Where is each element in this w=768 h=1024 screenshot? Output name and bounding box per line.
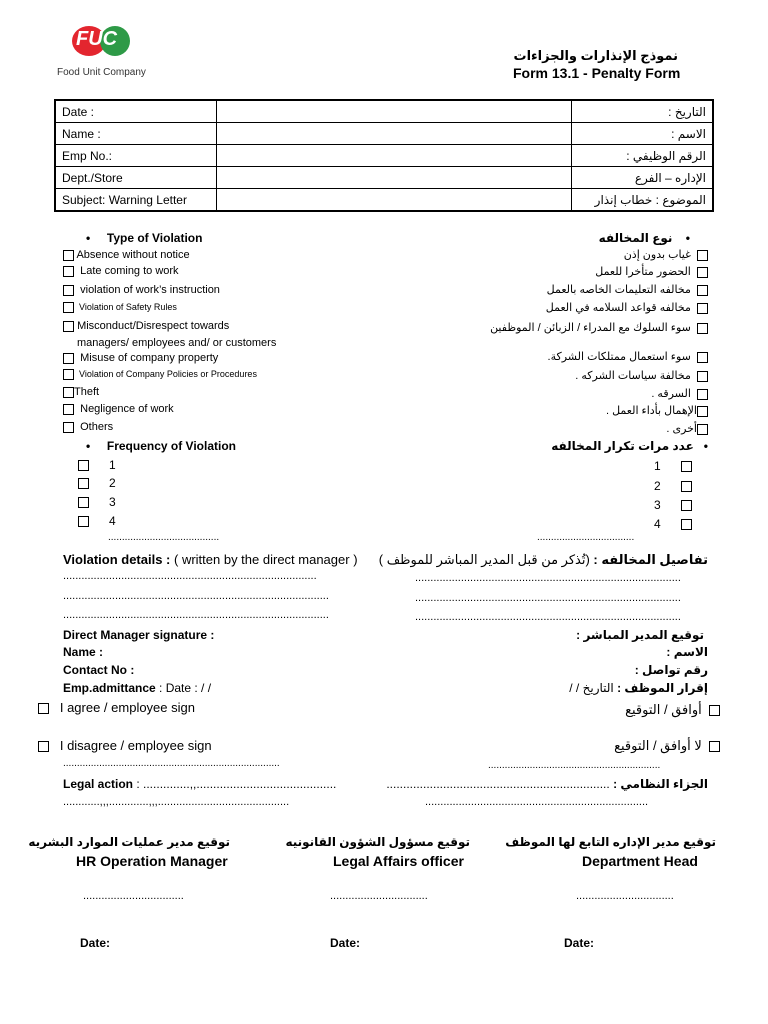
frequency-heading [86,439,236,453]
hr-signature-line[interactable]: ................................. [83,890,184,902]
violation-item-label: violation of work’s instruction [80,284,220,296]
violation-item[interactable] [63,369,257,380]
disagree-label-ar: لا أوافق / التوقيع [614,738,702,753]
manager-contact-label-ar: رقم تواصل : [634,663,708,677]
violation-item[interactable] [63,249,190,261]
checkbox[interactable] [697,285,708,296]
violation-item-ar-label: مخالفه قواعد السلامه في العمل [545,302,691,314]
violation-type-heading-text: Type of Violation [106,231,203,245]
frequency-option[interactable] [78,458,116,472]
checkbox[interactable] [63,369,74,380]
violation-item-ar[interactable] [606,404,708,417]
checkbox[interactable] [681,519,692,530]
checkbox[interactable] [63,422,74,433]
header-label-date: Date : [55,100,217,123]
admittance-label-bold: Emp.admittance [63,681,156,695]
dept-head-date-label: Date: [564,936,595,950]
header-label-dept-ar: الإداره – الفرع [572,167,714,189]
violation-item-ar[interactable] [548,350,708,363]
legal-signature-title: Legal Affairs officer [333,853,464,869]
checkbox[interactable] [681,481,692,492]
legal-action-label: Legal action [63,777,134,791]
checkbox[interactable] [697,323,708,334]
checkbox[interactable] [697,267,708,278]
form-title-english: Form 13.1 - Penalty Form [513,65,681,81]
legal-action-label-ar: الجزاء النظامي : [613,777,708,791]
agree-option-ar[interactable] [625,702,720,718]
violation-item[interactable] [63,386,99,398]
frequency-option-label: 3 [109,495,116,509]
header-label-emp-no: Emp No.: [55,145,217,167]
frequency-option-ar[interactable] [654,498,692,512]
frequency-option-label: 1 [109,458,116,472]
frequency-option-label: 4 [109,514,116,528]
violation-item-continuation: managers/ employees and/ or customers [77,337,277,349]
form-title-arabic: نموذج الإنذارات والجزاءات [513,48,678,63]
bullet-icon: • [86,231,91,245]
violation-item[interactable] [63,352,218,364]
checkbox[interactable] [697,371,708,382]
details-line-ar[interactable]: ....................................................................................... [415,611,681,623]
frequency-heading-ar [551,439,708,453]
checkbox[interactable] [63,266,74,277]
legal-signature-title-ar: توقيع مسؤول الشؤون القانونيه [285,835,470,849]
checkbox[interactable] [697,389,708,400]
header-row-subject [55,189,713,212]
checkbox[interactable] [63,321,74,332]
header-label-emp-no-ar: الرقم الوظيفي : [572,145,714,167]
violation-type-heading-ar-text: نوع المخالفه [598,231,673,245]
violation-item-ar[interactable] [490,321,708,334]
violation-item-ar[interactable] [546,301,708,314]
checkbox[interactable] [697,352,708,363]
agree-label: I agree / employee sign [59,700,195,715]
date-field[interactable] [217,100,572,123]
header-row-name [55,123,713,145]
frequency-option[interactable] [78,495,116,509]
violation-item-ar-label: أخرى . [666,423,697,435]
checkbox[interactable] [697,250,708,261]
admittance-label-rest: : Date : / / [155,681,212,695]
disagree-option-ar[interactable] [614,738,720,754]
hr-signature-title: HR Operation Manager [76,853,228,869]
violation-item-label: Violation of Safety Rules [79,302,177,312]
legal-action-line[interactable]: ............,,,.............,,,........................................... [63,796,290,808]
checkbox[interactable] [697,406,708,417]
violation-item-label: Late coming to work [80,265,179,277]
details-line[interactable]: ................................................................................... [63,570,317,582]
emp-no-field[interactable] [217,145,572,167]
details-label-rest: ( written by the direct manager ) [170,552,358,567]
legal-date-label: Date: [330,936,361,950]
agree-option[interactable] [38,700,195,715]
header-row-dept [55,167,713,189]
violation-item[interactable] [63,302,177,313]
hr-date-label: Date: [80,936,111,950]
violation-item-ar[interactable] [624,248,708,261]
violation-item-label: Misuse of company property [80,352,219,364]
frequency-heading-ar-text: عدد مرات تكرار المخالفه [551,439,694,453]
employee-sign-line-ar[interactable]: .............................................................. [488,760,661,771]
name-field[interactable] [217,123,572,145]
hr-signature-title-ar: توقيع مدير عمليات الموارد البشريه [28,835,230,849]
violation-item[interactable] [63,320,229,332]
details-line-ar[interactable]: ....................................................................................... [415,592,681,604]
disagree-label: I disagree / employee sign [59,738,212,753]
manager-contact-label: Contact No : [63,663,135,677]
dept-field[interactable] [217,167,572,189]
checkbox[interactable] [63,250,74,261]
legal-signature-line[interactable]: ................................ [330,890,428,902]
admittance-label-ar [569,681,708,695]
dept-head-signature-title-ar: توقيع مدير الإداره التابع لها الموظف [505,835,716,849]
violation-item-ar-label: مخالفه التعليمات الخاصه بالعمل [546,284,691,296]
violation-item-ar[interactable] [595,265,708,278]
frequency-option[interactable] [78,514,116,528]
violation-type-heading-ar [599,231,690,245]
details-label-ar-rest: (تُذكر من قبل المدير المباشر للموظف ) [378,552,594,567]
dept-head-signature-title: Department Head [582,853,698,869]
disagree-option[interactable] [38,738,212,753]
admittance-label-ar-bold: إقرار الموظف : [617,681,708,695]
employee-sign-line[interactable]: .............................................................................. [63,758,280,769]
violation-item-ar-label: سوء استعمال ممتلكات الشركة. [547,351,691,363]
header-label-subject: Subject: Warning Letter [55,189,217,212]
header-label-name-ar: الاسم : [572,123,714,145]
bullet-icon: • [703,439,708,453]
subject-field[interactable] [217,189,572,212]
frequency-option-label: 2 [109,476,116,490]
header-label-date-ar: التاريخ : [572,100,714,123]
checkbox[interactable] [78,478,89,489]
violation-type-heading [86,231,202,245]
checkbox[interactable] [38,703,49,714]
violation-item-ar-label: غياب بدون إذن [623,249,691,261]
checkbox[interactable] [63,387,74,398]
checkbox[interactable] [78,460,89,471]
violation-item-ar[interactable] [547,283,708,296]
checkbox[interactable] [697,303,708,314]
bullet-icon: • [685,231,690,245]
header-row-date [55,100,713,123]
header-label-dept: Dept./Store [55,167,217,189]
frequency-option-ar-label: 2 [654,479,661,493]
header-row-emp-no [55,145,713,167]
violation-item-label: Others [80,421,114,433]
frequency-heading-text: Frequency of Violation [106,439,237,453]
violation-item[interactable] [63,421,113,433]
violation-item-label: Theft [74,386,100,398]
frequency-option-ar-label: 3 [654,498,661,512]
legal-action-line[interactable]: : ..............,,.......................................... [133,777,337,791]
legal-action-line-ar[interactable]: ................................................................... [386,777,610,791]
manager-signature-label-ar: توقيع المدير المباشر : [576,628,704,642]
header-label-subject-ar: الموضوع : خطاب إنذار [572,189,714,212]
checkbox[interactable] [78,497,89,508]
checkbox[interactable] [63,302,74,313]
dept-head-signature-line[interactable]: ................................ [576,890,674,902]
frequency-option-ar[interactable] [654,517,692,531]
admittance-label [63,681,211,695]
violation-item-label: Absence without notice [76,249,190,261]
frequency-option-ar-label: 4 [654,517,661,531]
header-label-name: Name : [55,123,217,145]
violation-item-label: Negligence of work [80,403,174,415]
bullet-icon: • [86,439,91,453]
violation-item[interactable] [63,403,174,415]
frequency-option-ar-label: 1 [654,459,661,473]
legal-action-row-ar [386,777,708,791]
frequency-option[interactable] [78,476,116,490]
checkbox[interactable] [681,500,692,511]
checkbox[interactable] [38,741,49,752]
details-line-ar[interactable]: ....................................................................................... [415,572,681,584]
violation-item-ar-label: مخالفة سياسات الشركه . [575,370,691,382]
details-label-ar-bold: تفاصيل المخالفه : [593,552,708,567]
violation-item-label: Misconduct/Disrespect towards [77,320,230,332]
manager-signature-label: Direct Manager signature : [63,628,215,642]
checkbox[interactable] [63,353,74,364]
manager-name-label: Name : [63,645,104,659]
admittance-label-ar-rest: التاريخ / / [569,681,618,695]
agree-label-ar: أوافق / التوقيع [625,702,702,717]
legal-action-line-ar[interactable]: ......................................................................... [425,796,649,808]
violation-item-ar-label: الإهمال بأداء العمل . [605,405,697,417]
violation-item-ar-label: سوء السلوك مع المدراء / الزبائن / الموظفين [490,322,691,334]
legal-action-row [63,777,336,791]
frequency-dots-ar: ................................... [537,532,635,543]
checkbox[interactable] [697,424,708,435]
checkbox[interactable] [709,705,720,716]
violation-item-ar-label: السرقه . [651,388,691,400]
logo-abbr: FUC [76,28,118,50]
violation-item-ar[interactable] [575,369,708,382]
details-label-bold: Violation details : [63,552,171,567]
frequency-option-ar[interactable] [654,459,692,473]
logo-company-name: Food Unit Company [57,67,146,78]
checkbox[interactable] [78,516,89,527]
violation-details-label [63,552,358,567]
manager-name-label-ar: الاسم : [666,645,708,659]
violation-item-ar-label: الحضور متأخرا للعمل [595,266,691,278]
checkbox[interactable] [63,404,74,415]
frequency-option-ar[interactable] [654,479,692,493]
violation-details-label-ar [379,552,708,568]
details-line[interactable]: ....................................................................................... [63,609,329,621]
violation-item[interactable] [63,265,179,277]
violation-item-label: Violation of Company Policies or Procedures [79,369,257,379]
checkbox[interactable] [709,741,720,752]
details-line[interactable]: ....................................................................................... [63,590,329,602]
frequency-dots: ........................................ [108,532,220,543]
checkbox[interactable] [681,461,692,472]
checkbox[interactable] [63,285,74,296]
header-table [54,99,714,212]
violation-item[interactable] [63,284,220,296]
violation-item-ar[interactable] [666,422,708,435]
violation-item-ar[interactable] [651,387,708,400]
